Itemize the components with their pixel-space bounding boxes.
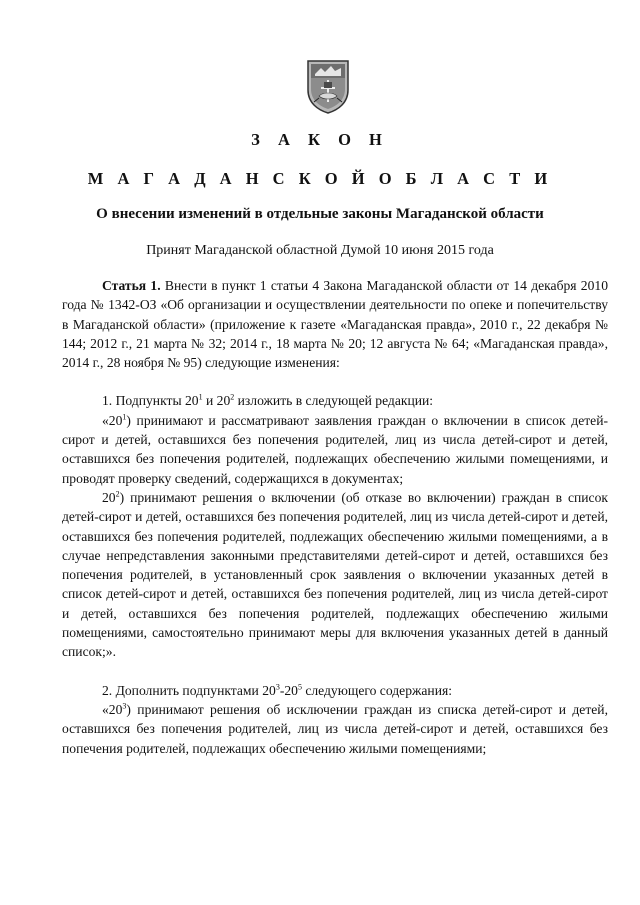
subitem-20-3-prefix: «20	[102, 701, 123, 717]
subitem-20-3	[62, 700, 608, 758]
item-2-text-c: следующего содержания:	[301, 682, 452, 698]
subitem-20-2	[62, 488, 608, 662]
article-1-label: Статья 1.	[102, 278, 161, 293]
subitem-20-1-sup: 1	[122, 412, 127, 422]
item-2-text-a: 2. Дополнить подпунктами 20	[102, 682, 276, 698]
subitem-20-1	[62, 411, 608, 488]
item-2-sup-1: 3	[275, 682, 280, 692]
adoption-line: Принят Магаданской областной Думой 10 июня 2015 года	[146, 243, 494, 258]
item-1-sup-2: 2	[230, 392, 235, 402]
item-1-text-a: 1. Подпункты 20	[102, 393, 199, 409]
item-1-heading	[62, 391, 608, 410]
law-region: М А Г А Д А Н С К О Й О Б Л А С Т И	[87, 169, 553, 188]
item-1-sup-1: 1	[198, 392, 203, 402]
item-1-text-c: изложить в следующей редакции:	[234, 393, 434, 409]
subitem-20-2-sup: 2	[115, 489, 120, 499]
article-1-intro-text: Внести в пункт 1 статьи 4 Закона Магаданской области от 14 декабря 2010 года № 1342-ОЗ «Об организации и осуществлении деятельности по опеке и попечительству в Магаданской области» (приложение к газете «Магаданская правда», 2010 г., 22 декабря № 144; 2012 г., 21 марта № 32; 2014 г., 18 марта № 20; 12 августа № 64; «Магаданская правда», 2014 г., 28 ноября № 95) следующие изменения:	[62, 278, 608, 371]
item-2-text-b: -20	[279, 682, 298, 698]
item-1-text-b: и 20	[202, 393, 231, 409]
item-2-heading	[62, 681, 608, 700]
subitem-20-2-text: ) принимают решения о включении (об отказе во включении) граждан в список детей-сирот и детей, оставшихся без попечения родителей, лиц из числа детей-сирот и детей, оставшихся без попечения родителей, подлежащих обеспечению жилыми помещениями, а в случае непредставления законными представителями детей-сирот и детей, оставшихся без попечения родителей, в установленный срок заявления о включении указанных детей в список детей-сирот и детей, оставшихся без попечения родителей, лиц из числа детей-сирот и детей, оставшихся без попечения родителей, подлежащих обеспечению жилыми помещениями, самостоятельно принимают меры для включения указанных детей в данный список;».	[62, 489, 608, 660]
item-2-sup-2: 5	[297, 682, 302, 692]
law-subtitle: О внесении изменений в отдельные законы Магаданской области	[96, 206, 544, 222]
subitem-20-1-prefix: «20	[102, 412, 123, 428]
subitem-20-3-text: ) принимают решения об исключении граждан из списка детей-сирот и детей, оставшихся без попечения родителей, лиц из числа детей-сирот и детей, оставшихся без попечения родителей, подлежащих обеспечению жилыми помещениями;	[62, 701, 608, 756]
subitem-20-1-text: ) принимают и рассматривают заявления граждан о включении в список детей-сирот и детей, оставшихся без попечения родителей, лиц из числа детей-сирот и детей, оставшихся без попечения родителей, подлежащих обеспечению жилыми помещениями, и проводят проверку сведений, содержащихся в документах;	[62, 412, 608, 486]
coat-of-arms-icon	[305, 58, 351, 114]
subitem-20-3-sup: 3	[122, 701, 127, 711]
subitem-20-2-prefix: 20	[102, 489, 116, 505]
article-1-intro	[62, 276, 608, 372]
law-title: З А К О Н	[251, 130, 389, 149]
law-body	[62, 276, 608, 758]
